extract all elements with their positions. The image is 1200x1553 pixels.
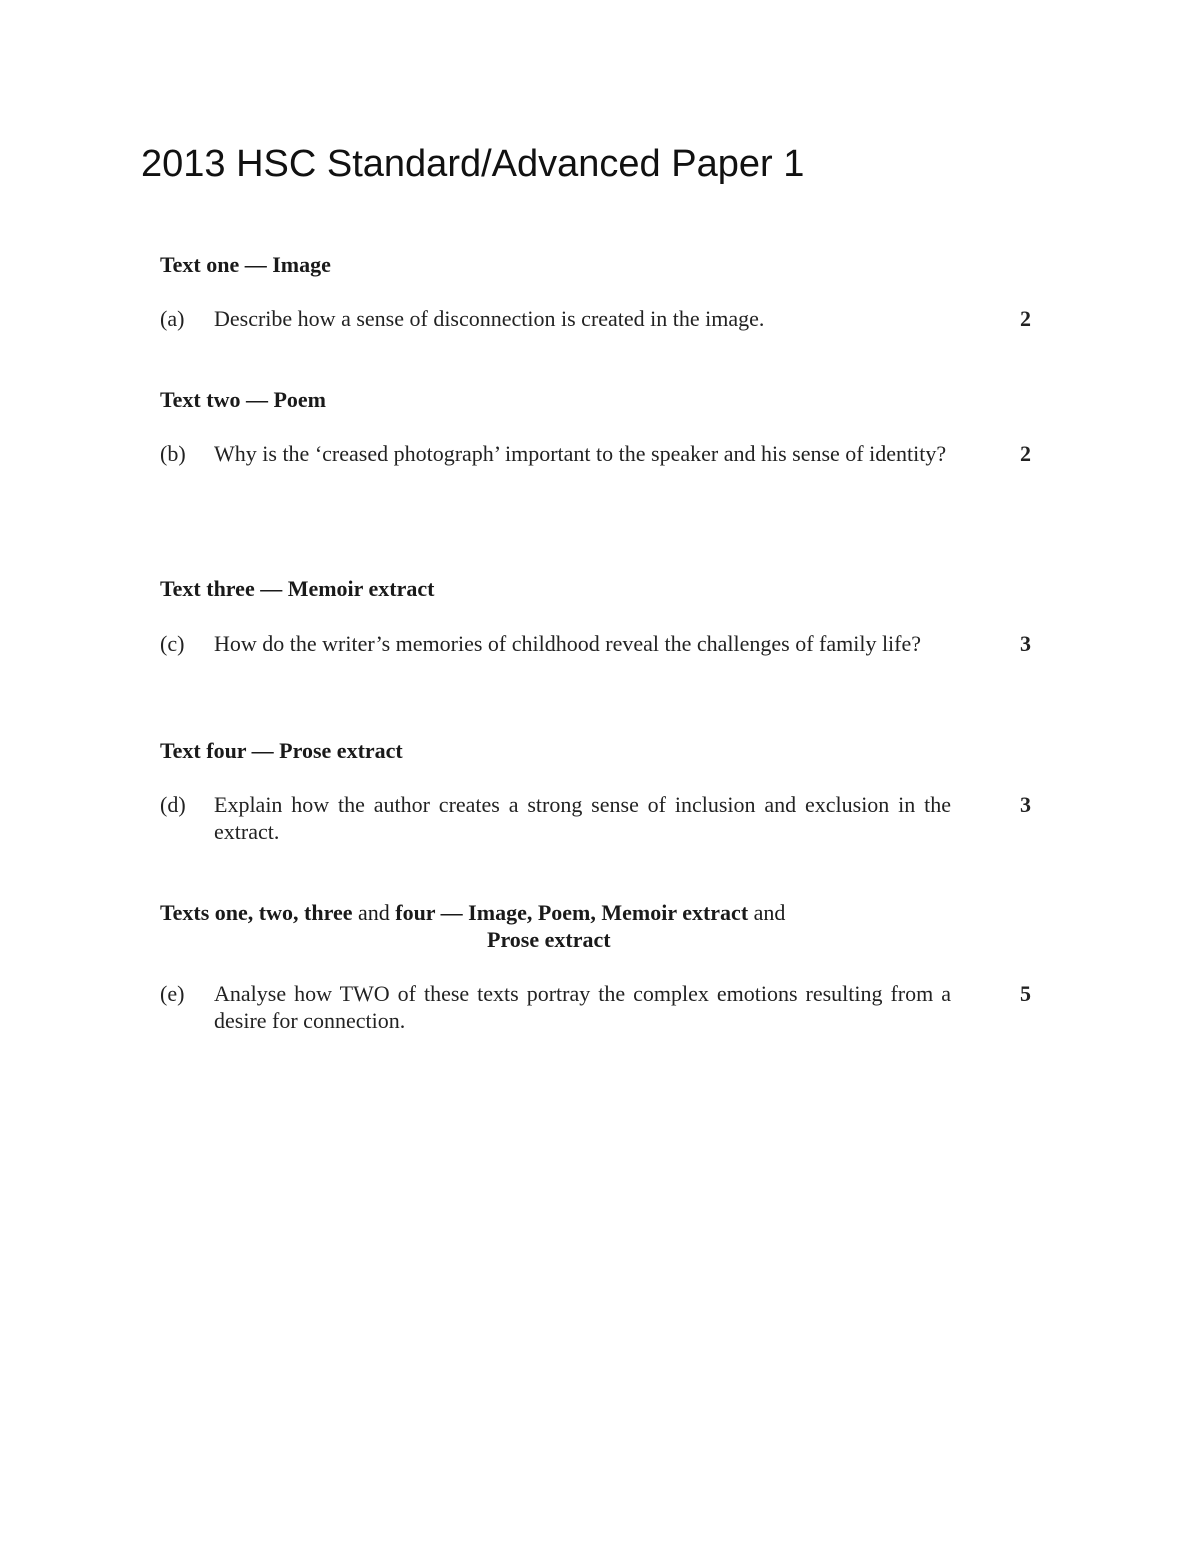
question-marks: 3 [1020, 792, 1031, 817]
question-label: (b) [160, 441, 186, 466]
heading-part-and: and [352, 900, 396, 925]
question-marks: 2 [1020, 306, 1031, 331]
question-label: (c) [160, 631, 185, 656]
section-heading-text-three: Text three — Memoir extract [160, 576, 435, 601]
question-label: (a) [160, 306, 185, 331]
section-heading-text-two: Text two — Poem [160, 387, 326, 412]
heading-part-four: four — Image, Poem, Memoir extract [395, 900, 749, 925]
heading-part-texts: Texts one, two, three [160, 900, 353, 925]
question-label: (d) [160, 792, 186, 817]
question-text: Analyse how TWO of these texts portray the complex emotions resulting from a desire for connection. [214, 981, 951, 1033]
question-marks: 5 [1020, 981, 1031, 1006]
question-text: Explain how the author creates a strong sense of inclusion and exclusion in the extract. [214, 792, 951, 844]
section-heading-text-four: Text four — Prose extract [160, 738, 403, 763]
section-heading-all-texts-line2: Prose extract [487, 927, 611, 952]
page-title: 2013 HSC Standard/Advanced Paper 1 [141, 143, 805, 185]
heading-part-and-end: and [748, 900, 786, 925]
question-label: (e) [160, 981, 185, 1006]
question-marks: 3 [1020, 631, 1031, 656]
section-heading-all-texts [160, 899, 785, 926]
question-text: Why is the ‘creased photograph’ important to the speaker and his sense of identity? [214, 441, 947, 466]
question-text: Describe how a sense of disconnection is created in the image. [214, 306, 765, 331]
section-heading-text-one: Text one — Image [160, 252, 331, 277]
question-text: How do the writer’s memories of childhood reveal the challenges of family life? [214, 631, 922, 656]
question-marks: 2 [1020, 441, 1031, 466]
